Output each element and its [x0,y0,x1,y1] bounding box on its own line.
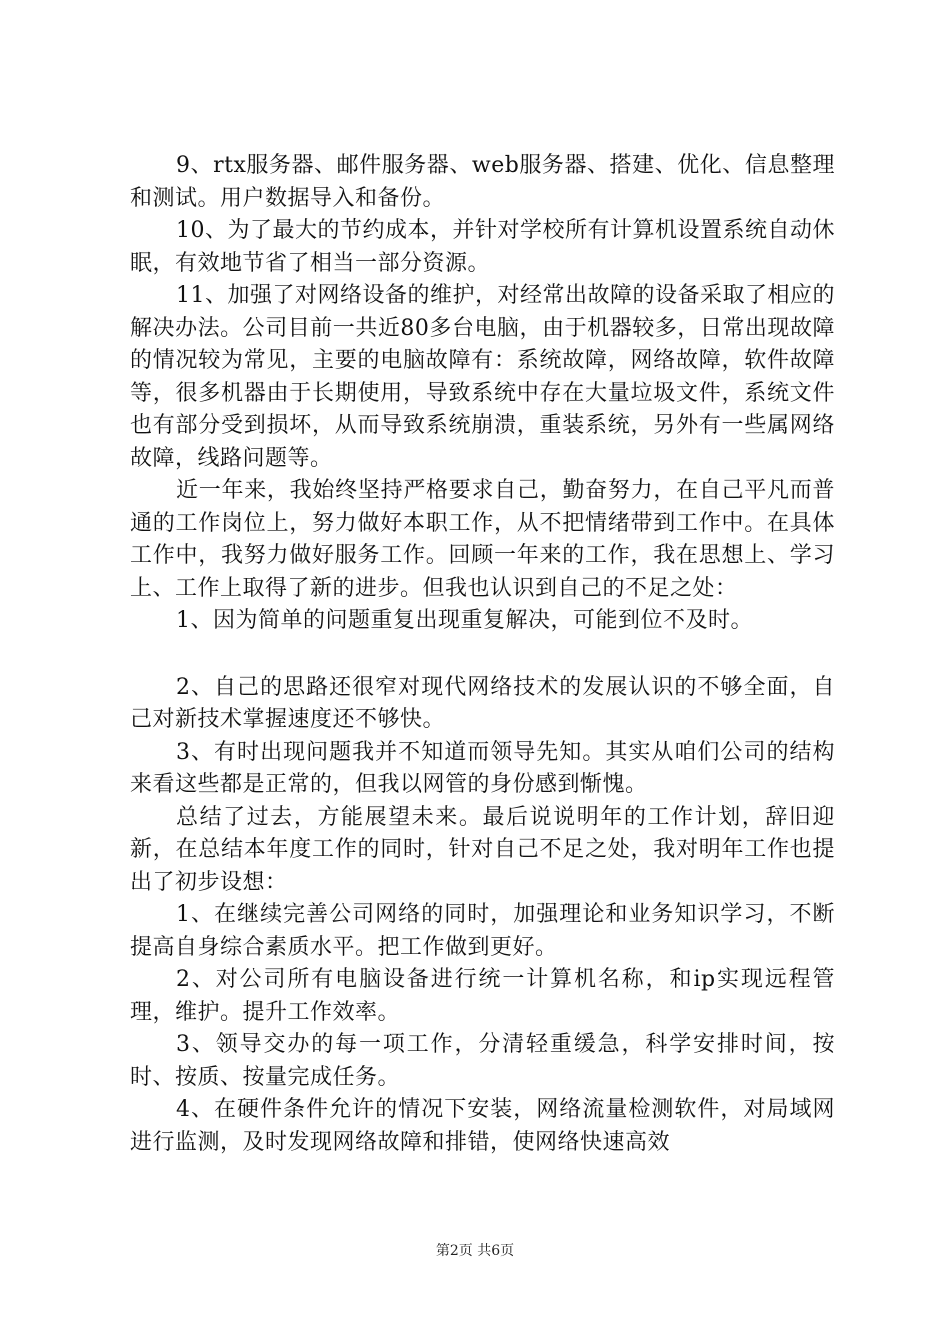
paragraph-item-9: 9、rtx服务器、邮件服务器、web服务器、搭建、优化、信息整理和测试。用户数据导入和备份。 [130,153,835,211]
paragraph-shortcoming-1: 1、因为简单的问题重复出现重复解决，可能到位不及时。 [176,608,753,633]
paragraph-gap [130,638,835,672]
paragraph-plan-2: 2、对公司所有电脑设备进行统一计算机名称，和ip实现远程管理，维护。提升工作效率。 [130,967,835,1025]
paragraph-plan-3: 3、领导交办的每一项工作，分清轻重缓急，科学安排时间，按时、按质、按量完成任务。 [130,1032,835,1090]
paragraph-plan-1: 1、在继续完善公司网络的同时，加强理论和业务知识学习，不断提高自身综合素质水平。把工作做到更好。 [130,902,835,960]
paragraph-shortcoming-2: 2、自己的思路还很窄对现代网络技术的发展认识的不够全面，自己对新技术掌握速度还不够快。 [130,674,835,732]
page-number-footer: 第2页 共6页 [435,1243,515,1259]
paragraph-year-review: 近一年来，我始终坚持严格要求自己，勤奋努力，在自己平凡而普通的工作岗位上，努力做好本职工作，从不把情绪带到工作中。在具体工作中，我努力做好服务工作。回顾一年来的工作，我在思想上、学习上、工作上取得了新的进步。但我也认识到自己的不足之处： [130,478,835,601]
document-body [130,150,835,1159]
paragraph-item-11: 11、加强了对网络设备的维护，对经常出故障的设备采取了相应的解决办法。公司目前一共近80多台电脑，由于机器较多，日常出现故障的情况较为常见，主要的电脑故障有：系统故障，网络故障，软件故障等，很多机器由于长期使用，导致系统中存在大量垃圾文件，系统文件也有部分受到损坏，从而导致系统崩溃，重装系统，另外有一些属网络故障，线路问题等。 [130,283,835,471]
paragraph-item-10: 10、为了最大的节约成本，并针对学校所有计算机设置系统自动休眠，有效地节省了相当一部分资源。 [130,218,835,276]
paragraph-shortcoming-3: 3、有时出现问题我并不知道而领导先知。其实从咱们公司的结构来看这些都是正常的，但我以网管的身份感到惭愧。 [130,739,835,797]
paragraph-plan-intro: 总结了过去，方能展望未来。最后说说明年的工作计划，辞旧迎新，在总结本年度工作的同时，针对自己不足之处，我对明年工作也提出了初步设想： [130,804,835,895]
paragraph-plan-4: 4、在硬件条件允许的情况下安装，网络流量检测软件，对局域网进行监测，及时发现网络故障和排错，使网络快速高效 [130,1097,835,1155]
